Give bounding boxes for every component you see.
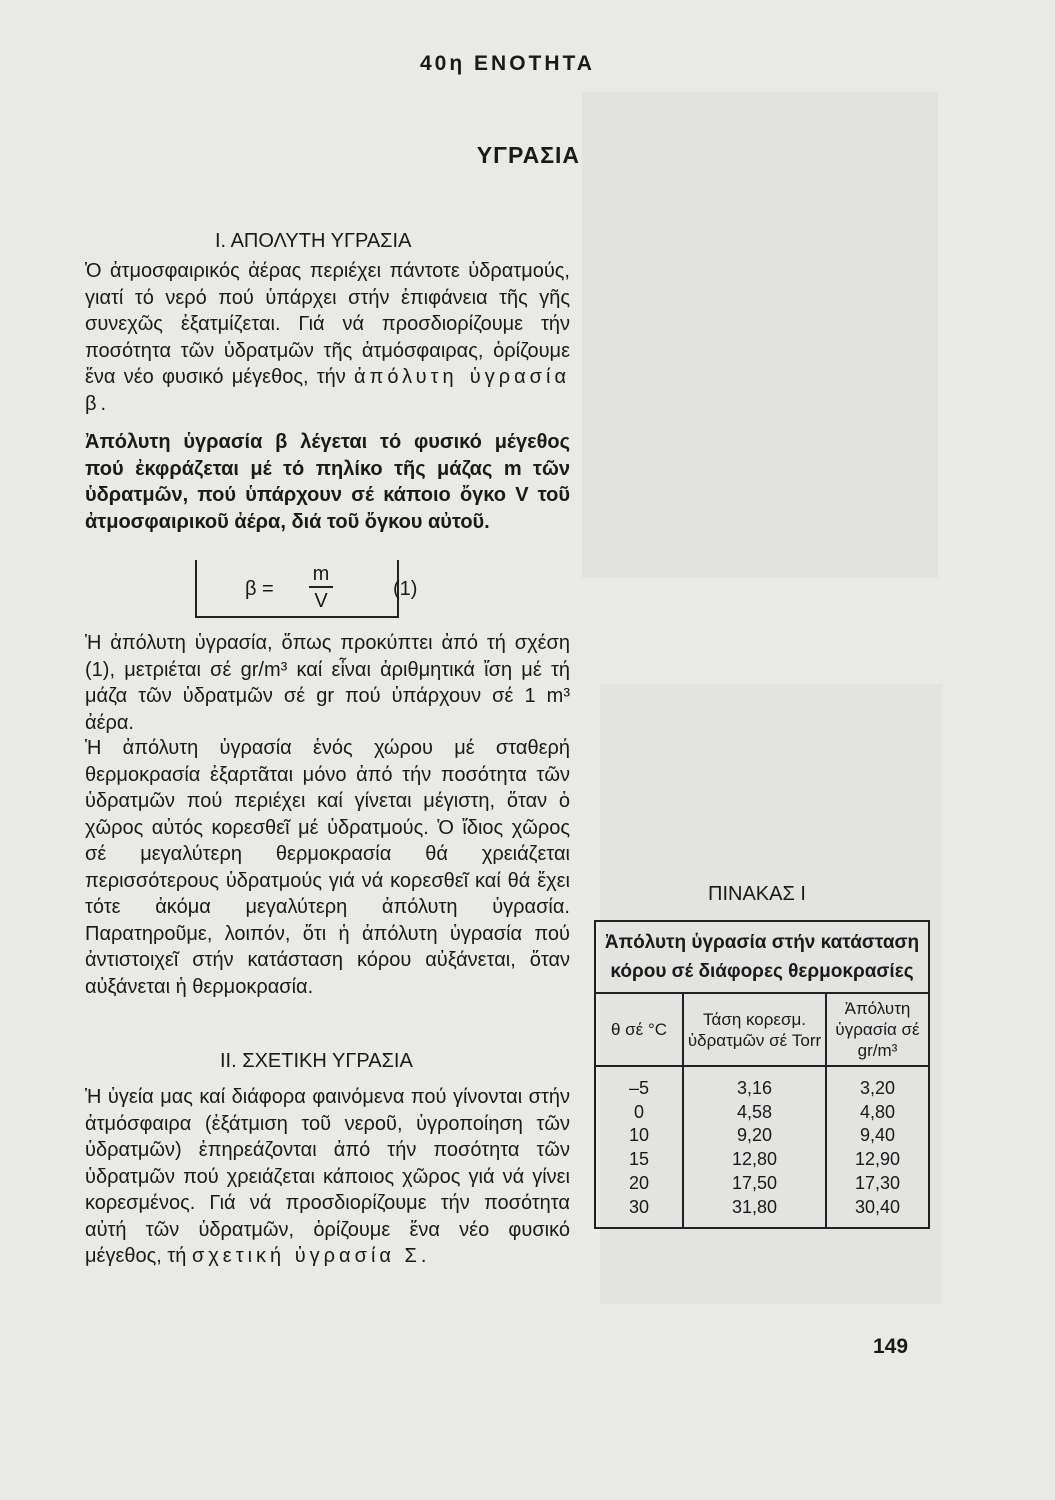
- column-header-pressure: Τάση κορεσμ. ὑδρατμῶν σέ Torr: [683, 993, 826, 1066]
- section-2-heading: ΙΙ. ΣΧΕΤΙΚΗ ΥΓΡΑΣΙΑ: [220, 1050, 413, 1072]
- definition-paragraph: Ἀπόλυτη ὑγρασία β λέγεται τό φυσικό μέγεθος πού ἐκφράζεται μέ τό πηλίκο τῆς μάζας m τῶν ὑδρατμῶν, πού ὑπάρχουν σέ κάποιο ὄγκο V τοῦ ἀτμοσφαιρικοῦ ἀέρα, διά τοῦ ὄγκου αὐτοῦ.: [85, 431, 570, 533]
- pressure-column: [683, 1066, 826, 1228]
- table-cell: 4,58: [736, 1101, 773, 1122]
- page-number: 149: [873, 1335, 909, 1358]
- table-cell: 9,40: [859, 1125, 896, 1146]
- chapter-header: 40η ΕΝΟΤΗΤΑ: [420, 52, 595, 75]
- formula-box: [195, 560, 418, 618]
- table-cell: –5: [628, 1078, 650, 1098]
- saturation-table: [594, 920, 930, 1229]
- table-cell: 0: [633, 1101, 644, 1122]
- section-1-intro: [85, 258, 570, 417]
- column-header-theta: θ σέ °C: [595, 993, 683, 1066]
- table-cell: 20: [628, 1172, 650, 1193]
- section-1-heading: Ι. ΑΠΟΛΥΤΗ ΥΓΡΑΣΙΑ: [215, 230, 412, 252]
- table-cell: 3,20: [859, 1078, 896, 1098]
- absolute-humidity-term: ἀπόλυτη ὑγρασία β.: [85, 366, 571, 415]
- theta-column: [595, 1066, 683, 1228]
- bleed-through-figure: [582, 92, 938, 578]
- units-paragraph: Ἡ ἀπόλυτη ὑγρασία, ὅπως προκύπτει ἀπό τή σχέση (1), μετριέται σέ gr/m³ καί εἶναι ἀριθμητικά ἴση μέ τή μάζα τῶν ὑδρατμῶν σέ gr πού ὑπάρχουν σέ 1 m³ ἀέρα.: [85, 632, 570, 734]
- table-cell: 4,80: [859, 1101, 896, 1122]
- formula-lhs: β =: [245, 578, 274, 600]
- table-cell: 30: [628, 1196, 650, 1217]
- intro-paragraph: Ὁ ἀτμοσφαιρικός ἀέρας περιέχει πάντοτε ὑδρατμούς, γιατί τό νερό πού ὑπάρχει στήν ἐπιφάνεια τῆς γῆς συνεχῶς ἐξατμίζεται. Γιά νά προσδιορίζουμε τήν ποσότητα τῶν ὑδρατμῶν τῆς ἀτμόσφαιρας, ὁρίζουμε ἕνα νέο φυσικό μέγεθος, τήν: [85, 260, 570, 388]
- table-cell: 12,90: [854, 1149, 901, 1170]
- formula-numerator: m: [309, 562, 333, 588]
- table-cell: 10: [628, 1125, 650, 1146]
- saturation-paragraph: Ἡ ἀπόλυτη ὑγρασία ἑνός χώρου μέ σταθερή θερμοκρασία ἐξαρτᾶται μόνο ἀπό τήν ποσότητα τῶν ὑδρατμῶν πού περιέχει καί γίνεται μέγιστη, ὅταν ὁ χῶρος αὐτός κορεσθεῖ μέ ὑδρατμούς. Ὁ ἴδιος χῶρος σέ μεγαλύτερη θερμοκρασία θά χρειάζεται περισσότερους ὑδρατμούς γιά νά κορεσθεῖ καί θά ἔχει τότε ἀκόμα μεγαλύτερη ἀπόλυτη ὑγρασία. Παρατηροῦμε, λοιπόν, ὅτι ἡ ἀπόλυτη ὑγρασία πού ἀντιστοιχεῖ στήν κατάσταση κόρου αὐξάνεται, ὅταν αὐξάνεται ἡ θερμοκρασία.: [85, 737, 570, 998]
- table-row: [595, 1066, 929, 1228]
- table-caption: Ἀπόλυτη ὑγρασία στήν κατάσταση κόρου σέ διάφορες θερμοκρασίες: [595, 921, 929, 993]
- table-cell: 9,20: [736, 1125, 773, 1146]
- column-header-absolute: Ἀπόλυτη ὑγρασία σέ gr/m³: [826, 993, 929, 1066]
- table-cell: 15: [628, 1149, 650, 1170]
- absolute-column: [826, 1066, 929, 1228]
- relative-humidity-term: σχετική ὑγρασία Σ.: [191, 1245, 431, 1267]
- table-cell: 31,80: [731, 1196, 778, 1217]
- table-cell: 12,80: [731, 1149, 778, 1170]
- table-cell: 17,30: [854, 1172, 901, 1193]
- formula-denominator: V: [314, 590, 328, 612]
- table-cell: 30,40: [854, 1196, 901, 1217]
- relative-humidity-paragraph: Ἡ ὑγεία μας καί διάφορα φαινόμενα πού γίνονται στήν ἀτμόσφαιρα (ἐξάτμιση τοῦ νεροῦ, ὑγροποίηση τῶν ὑδρατμῶν) ἐπηρεάζονται ἀπό τήν ποσότητα τῶν ὑδρατμῶν πού χρειάζεται κάποιος χῶρος γιά νά γίνει κορεσμένος. Γιά νά προσδιορίζουμε τήν ποσότητα αὐτή τῶν ὑδρατμῶν, ὁρίζουμε ἕνα νέο φυσικό μέγεθος, τή: [85, 1086, 570, 1267]
- page-title: ΥΓΡΑΣΙΑ: [476, 142, 580, 168]
- formula-label: (1): [393, 578, 418, 600]
- table-label: ΠΙΝΑΚΑΣ Ι: [708, 883, 806, 905]
- section-2-body: [85, 1084, 570, 1270]
- table-cell: 17,50: [731, 1172, 778, 1193]
- table-cell: 3,16: [736, 1078, 773, 1098]
- formula-fraction: [309, 562, 333, 614]
